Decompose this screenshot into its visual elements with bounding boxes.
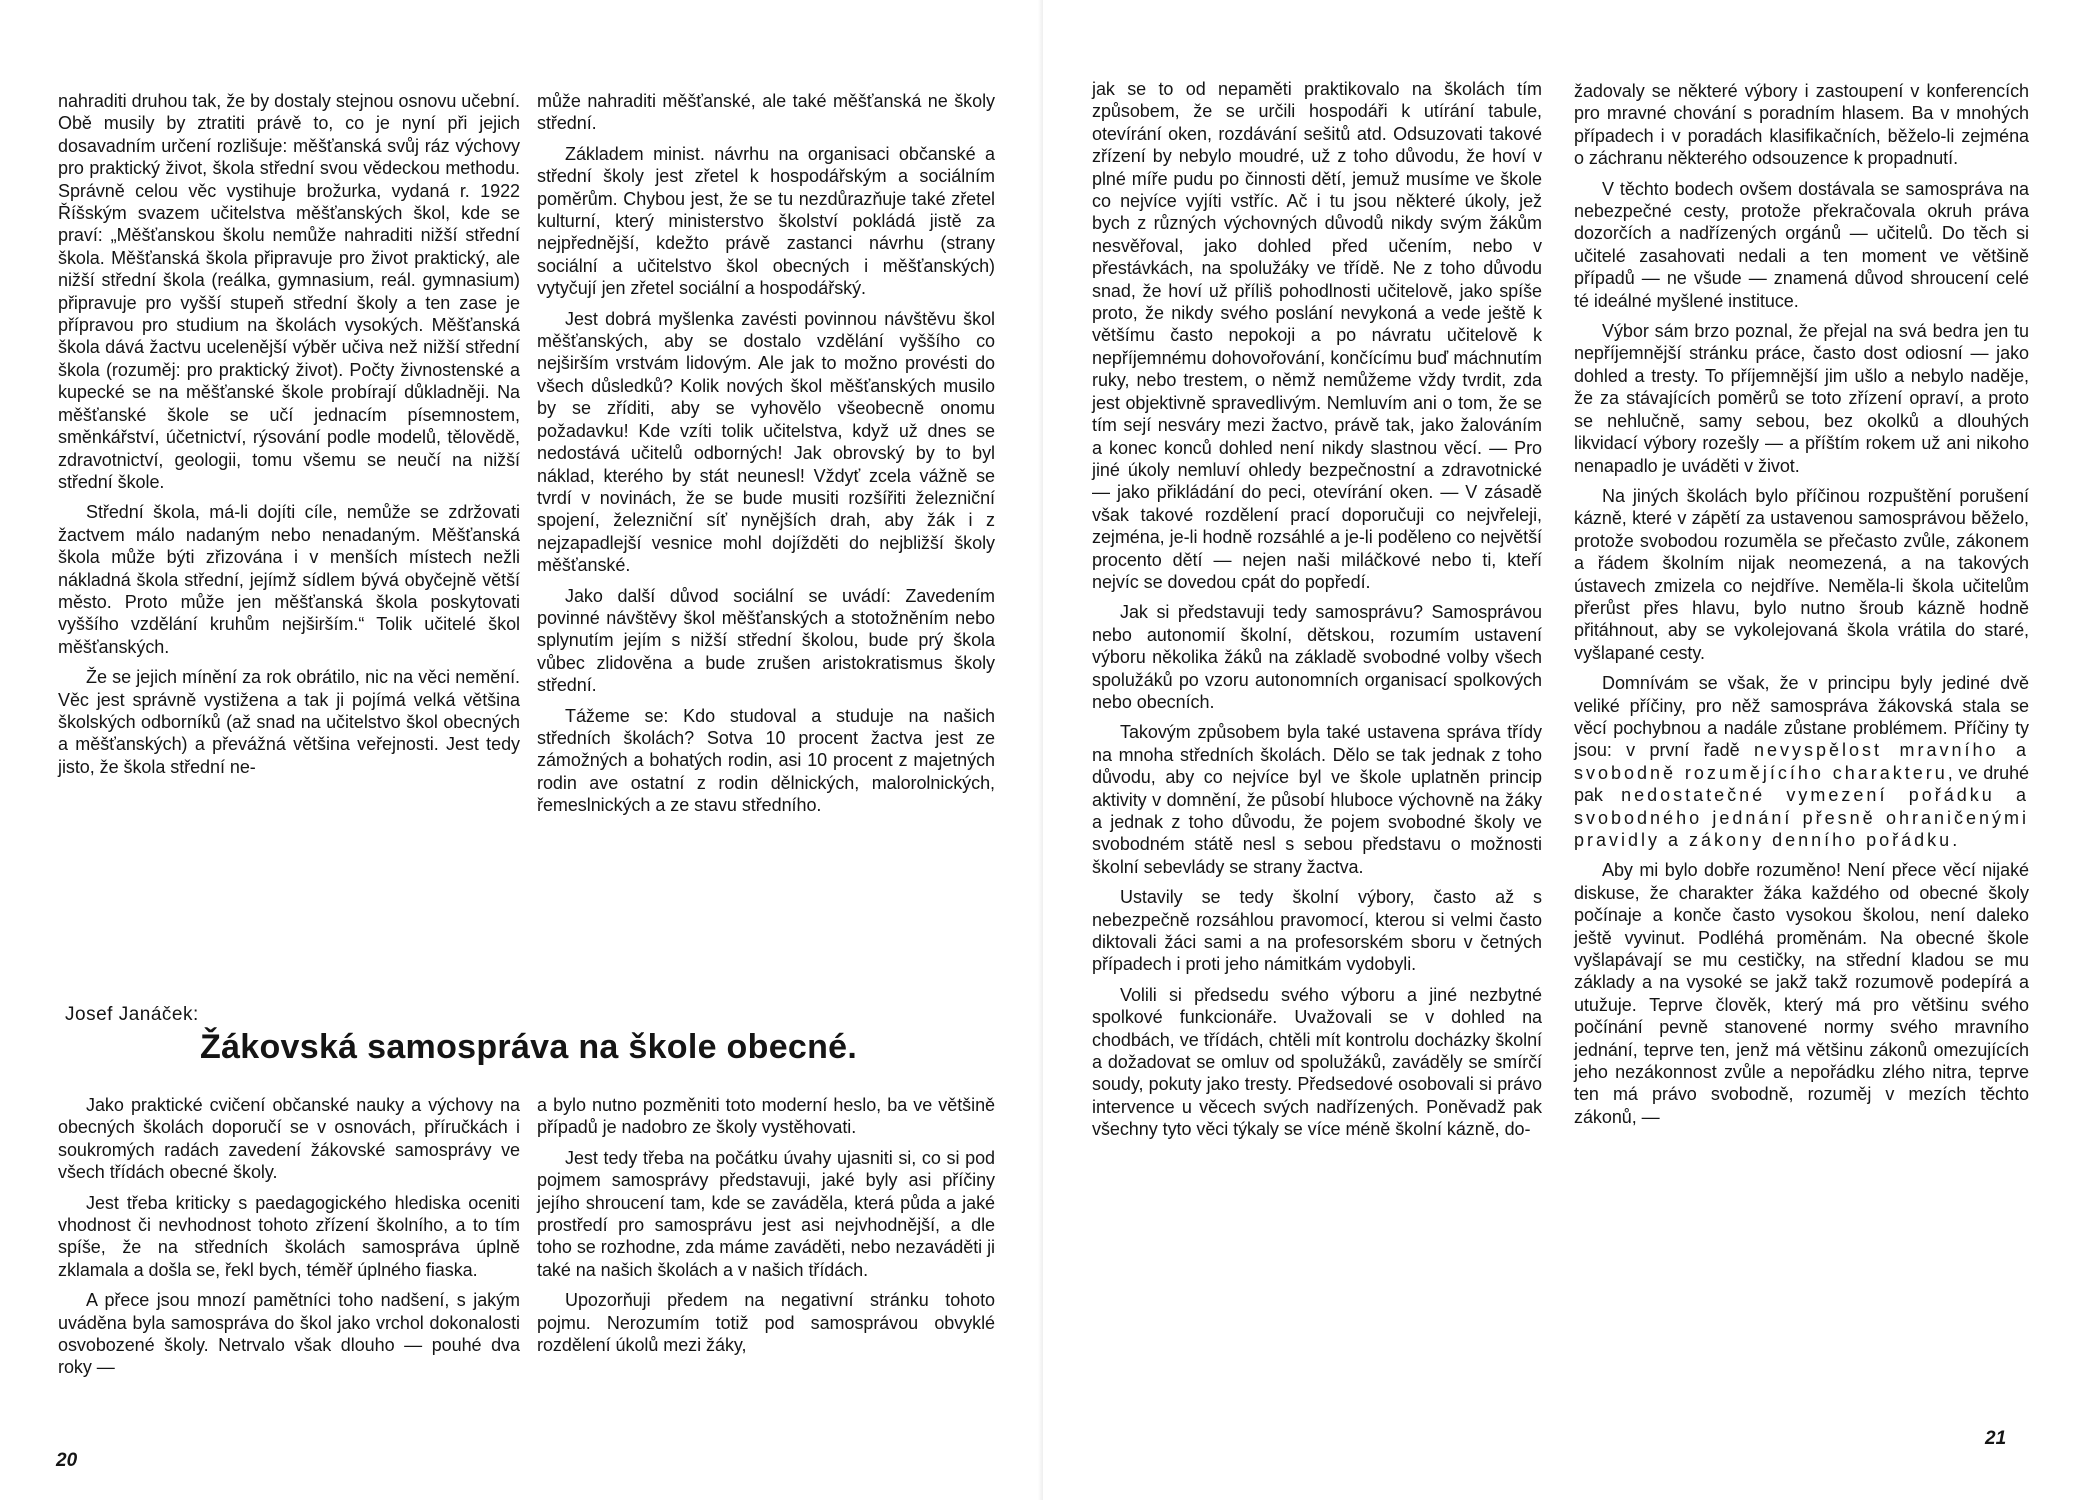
paragraph: V těchto bodech ovšem dostávala se samospráva na nebezpečné cesty, protože překračovala okruh práva dozorčích a nadřízených orgánů — učitelů. Do těch si učitelé zasahovati nedali a ten moment ve většině případů — ne všude — znamená důvod shroucení celé té ideálné myšlené instituce. xyxy=(1574,178,2029,311)
text-column-1 xyxy=(58,90,520,786)
paragraph: Výbor sám brzo poznal, že přejal na svá bedra jen tu nepříjemnější stránku práce, často dost odiosní — jako dohled a tresty. To příjemnější jim ušlo a nebylo naděje, že za stávajících poměrů se toto zřízení opraví, a proto se nehlučně, samy sebou, bez okolků a dlouhých likvidací výbory rozešly — a příštím rokem už ani nikoho nenapadlo je uváděti v život. xyxy=(1574,321,2029,476)
emphasized-phrase: nedostatečné vymezení pořádku a svobodného jednání přesně ohraničenými pravidly a zákony denního pořádku xyxy=(1574,785,2029,850)
page-number: 20 xyxy=(56,1450,78,1471)
paragraph: A přece jsou mnozí pamětníci toho nadšení, s jakým uváděna byla samospráva do škol jako vrchol dokonalosti osvobozené školy. Netrvalo však dlouho — pouhé dva roky — xyxy=(58,1290,520,1378)
paragraph: Upozorňuji předem na negativní stránku tohoto pojmu. Nerozumím totiž pod samosprávou obvyklé rozdělení úkolů mezi žáky, xyxy=(537,1290,995,1356)
paragraph: Takovým způsobem byla také ustavena správa třídy na mnoha středních školách. Dělo se tak jednak z toho důvodu, aby co nejvíce byl ve škole uplatněn princip aktivity v domnění, že působí hluboce výchovně na žáky a jednak z toho důvodu, že pojem svobodné školy ve svobodném státě nesl s sebou představu o možnosti školní sebevlády se strany žactva. xyxy=(1092,722,1542,877)
paragraph: nahraditi druhou tak, že by dostaly stejnou osnovu učební. Obě musily by ztratiti právě to, co je nyní při jejich dosavadním určení rozlišuje: měšťanská svůj ráz výchovy pro praktický život, škola střední svou vědeckou methodu. Správně celou věc vystihuje brožurka, vydaná r. 1922 Říšským svazem učitelstva měšťanských škol, kde se praví: „Měšťanskou školu nemůže nahraditi nižší střední škola. Měšťanská škola připravuje pro život praktický, ale nižší střední škola (reálka, gymnasium, reál. gymnasium) připravuje pro vyšší stupeň střední školy a ten zase je přípravou pro studium na školách vysokých. Měšťanská škola dává žactvu ucelenější výběr učiva než nižší střední škola (rozuměj: pro praktický život). Počty živnostenské a kupecké se na měšťanské škole probírají důkladněji. Na měšťanské škole se učí jednacím písemnostem, směnkářství, účetnictví, rýsování podle modelů, tělovědě, zdravotnictví, geologii, tomu všemu se neučí na nižší střední škole. xyxy=(58,91,520,492)
text-column-4 xyxy=(537,1094,995,1364)
paragraph: Jest tedy třeba na počátku úvahy ujasniti si, co si pod pojmem samosprávy představuji, jaké byly asi příčiny jejího shroucení tam, kde se zaváděla, která půda a jaké prostředí pro samosprávu jest asi nejvhodnější, a dle toho se rozhodne, zda máme zaváděti, nebo nezaváděti ji také na našich školách a v našich třídách. xyxy=(537,1147,995,1280)
paragraph: jak se to od nepaměti praktikovalo na školách tím způsobem, že se určili hospodáři k utírání tabule, otevírání oken, rozdávání sešitů atd. Odsuzovati takové zřízení by nebylo moudré, už z toho důvodu, že hoví v plné míře pudu po činnosti dětí, jemuž musíme ve škole co nejvíce vyjíti vstříc. Ač i tu jsou některé úkoly, jež bych z různých výchovných důvodů nikdy svým žákům nesvěřoval, jako dohled před učením, nebo v přestávkách, na spolužáky ve třídě. Ne z toho důvodu snad, že hoví už příliš pohodlnosti učitelově, jako spíše proto, že nikdy svého poslání nevykoná a vede ještě k většímu často nepokoji a po návratu učitelově k nepříjemnému dohovořování, končícímu buď máchnutím ruky, nebo trestem, o němž nemůžeme vždy tvrdit, zda jest objektivně spravedlivým. Nemluvím ani o tom, že se tím sejí nesváry mezi žactvo, právě tak, jako žalováním a konec konců dohled není nikdy slastnou věcí. — Pro jiné úkoly nemluví ohledy bezpečnostní a zdravotnické — jako přikládání do peci, otevírání oken. — V zásadě však takové rozdělení prací doporučuji co nejvřeleji, zejména, je-li hodně rozsáhlé a je-li poděleno co největší procento dětí — nejen naši miláčkové nebo ti, kteří nejvíc se dovedou cpát do popředí. xyxy=(1092,79,1542,592)
paragraph: Střední škola, má-li dojíti cíle, nemůže se zdržovati žactvem málo nadaným nebo nenadaným. Měšťanská škola může býti zřizována i v menších místech nežli nákladná škola střední, jejímž sídlem bývá obyčejně větší město. Proto může jen měšťanská škola poskytovati vyššího vzdělání kruhům nejširším.“ Tolik učitelé škol měšťanských. xyxy=(58,502,520,657)
paragraph: může nahraditi měšťanské, ale také měšťanská ne školy střední. xyxy=(537,91,995,134)
paragraph-text: , ve druhé pak xyxy=(1574,762,2029,806)
paragraph: Základem minist. návrhu na organisaci občanské a střední školy jest zřetel k hospodářským a sociálním poměrům. Chybou jest, že se tu nezdůrazňuje také zřetel kulturní, který ministerstvo školství pokládá jistě za nejpřednější, kdežto právě zastanci návrhu (strany sociální a učitelstvo škol obecných i měšťanských) vytyčují jen zřetel sociální a hospodářský. xyxy=(537,143,995,299)
paragraph: a bylo nutno pozměniti toto moderní heslo, ba ve většině případů je nadobro ze školy vystěhovati. xyxy=(537,1095,995,1138)
text-column-3 xyxy=(58,1094,520,1387)
paragraph: Jako další důvod sociální se uvádí: Zavedením povinné návštěvy škol měšťanských a stotožněním nebo splynutím jejím s nižší střední školou, bude prý škola vůbec zlidověna a bude zrušen aristokratismus školy střední. xyxy=(537,585,995,696)
paragraph: Jak si představuji tedy samosprávu? Samosprávou nebo autonomií školní, dětskou, rozumím ustavení výboru několika žáků na základě svobodné volby všech spolužáků po vzoru autonomních organisací spolkových nebo obecních. xyxy=(1092,602,1542,712)
page-number: 21 xyxy=(1985,1428,2007,1449)
article-author: Josef Janáček: xyxy=(65,1004,199,1025)
paragraph: Jest dobrá myšlenka zavésti povinnou návštěvu škol měšťanských, aby se dostalo vzdělání vyššího co nejširším vrstvám lidovým. Ale jak to možno provésti do všech důsledků? Kolik nových škol měšťanských musilo by se zříditi, aby se vyhovělo všeobecně onomu požadavku! Kde vzíti tolik učitelstva, když už dnes se nedostává učitelů odborných! Jak obrovský by to byl náklad, kterého by stát neunesl! Vždyť zcela vážně se tvrdí v novinách, že se bude musiti rozšířiti železniční spojení, železniční síť nynějších drah, aby žák i z nejzapadlejší vesnice mohl dojížděti do nejbližší školy měšťanské. xyxy=(537,308,995,576)
emphasized-phrase: nevyspělost mravního a svobodně rozumějícího charakteru xyxy=(1574,740,2030,783)
paragraph: Že se jejich mínění za rok obrátilo, nic na věci nemění. Věc jest správně vystižena a tak ji pojímá velká většina školských odborníků (až snad na učitelstvo škol obecných a měšťanských) a převážná většina veřejnosti. Jest tedy jisto, že škola střední ne- xyxy=(58,667,520,777)
paragraph: Ustavily se tedy školní výbory, často až s nebezpečně rozsáhlou pravomocí, kterou si velmi často diktovali žáci sami a na profesorském sboru v četných případech i proti jeho námitkám vydobyli. xyxy=(1092,887,1542,975)
paragraph-with-emphasis xyxy=(1574,672,2029,851)
paragraph: Na jiných školách bylo příčinou rozpuštění porušení kázně, které v zápětí za ustavenou samosprávou běželo, protože svobodou rozuměla se přečasto zvůle, zákonem a řádem školním nijak neomezená, a na takových ústavech zmizela co nejdříve. Neměla-li škola učitelům přerůst přes hlavu, bylo nutno šroub kázně hodně přitáhnout, aby se vykolejovaná škola vrátila do staré, vyšlapané cesty. xyxy=(1574,485,2029,663)
text-column-2 xyxy=(537,90,995,825)
paragraph-text: Domnívám se však, že v principu byly jediné dvě veliké příčiny, pro něž samospráva žákovská stala se věcí pochybnou a nadále zůstane problémem. Příčiny ty jsou: v první řadě xyxy=(1574,673,2029,761)
paragraph: Tážeme se: Kdo studoval a studuje na našich středních školách? Sotva 10 procent žactva jest ze zámožných a bohatých rodin, asi 10 procent z majetných rodin ave ostatní z rodin dělnických, malorolnických, řemeslnických a ze stavu středního. xyxy=(537,705,995,816)
paragraph: Aby mi bylo dobře rozuměno! Není přece věcí nijaké diskuse, že charakter žáka každého od obecné školy počínaje a konče často vysokou školou, není daleko ještě vyvinut. Podléhá proměnám. Na obecné škole vyšlapávají se mu cestičky, na střední kladou se mu základy a na vysoké se jakž takž rozumově podepírá a utužuje. Teprve člověk, který má pro většinu svého počínání pevně stanovené normy svého mravního jednání, teprve ten, jenž má většinu zákonů omezujících jeho nezákonnost zvůle a nepořádku zlého nitra, teprve ten má právo svobodně, rozuměj v mezích těchto zákonů, — xyxy=(1574,860,2029,1127)
paragraph: žadovaly se některé výbory i zastoupení v konferencích pro mravné chování s poradním hlasem. Ba v mnohých případech i v poradách klasifikačních, běželo-li zejména o záchranu některého odsouzence k propadnutí. xyxy=(1574,81,2029,169)
paragraph-text: . xyxy=(1952,830,1958,850)
paragraph: Volili si předsedu svého výboru a jiné nezbytné spolkové funkcionáře. Uvažovali se v dohled na chodbách, ve třídách, chtěli mít kontrolu docházky školní a dožadovat se omluv od spolužáků, zaváděly se smírčí soudy, pokuty jako tresty. Předsedové osobovali si právo intervence u věcech svých nadřízených. Poněvadž pak všechny tyto věci týkaly se více méně školní kázně, do- xyxy=(1092,984,1542,1140)
text-column-5 xyxy=(1092,78,1542,1149)
paragraph: Jest třeba kriticky s paedagogického hlediska oceniti vhodnost či nevhodnost tohoto zřízení školního, a to tím spíše, že na středních školách samospráva úplně zklamala a došla se, řekl bych, téměř úplného fiaska. xyxy=(58,1192,520,1280)
article-title: Žákovská samospráva na škole obecné. xyxy=(200,1028,858,1066)
text-column-6 xyxy=(1574,80,2029,1136)
paragraph: Jako praktické cvičení občanské nauky a výchovy na obecných školách doporučí se v osnovách, příručkách i soukromých radách zavedení žákovské samosprávy ve všech třídách obecné školy. xyxy=(58,1095,520,1183)
